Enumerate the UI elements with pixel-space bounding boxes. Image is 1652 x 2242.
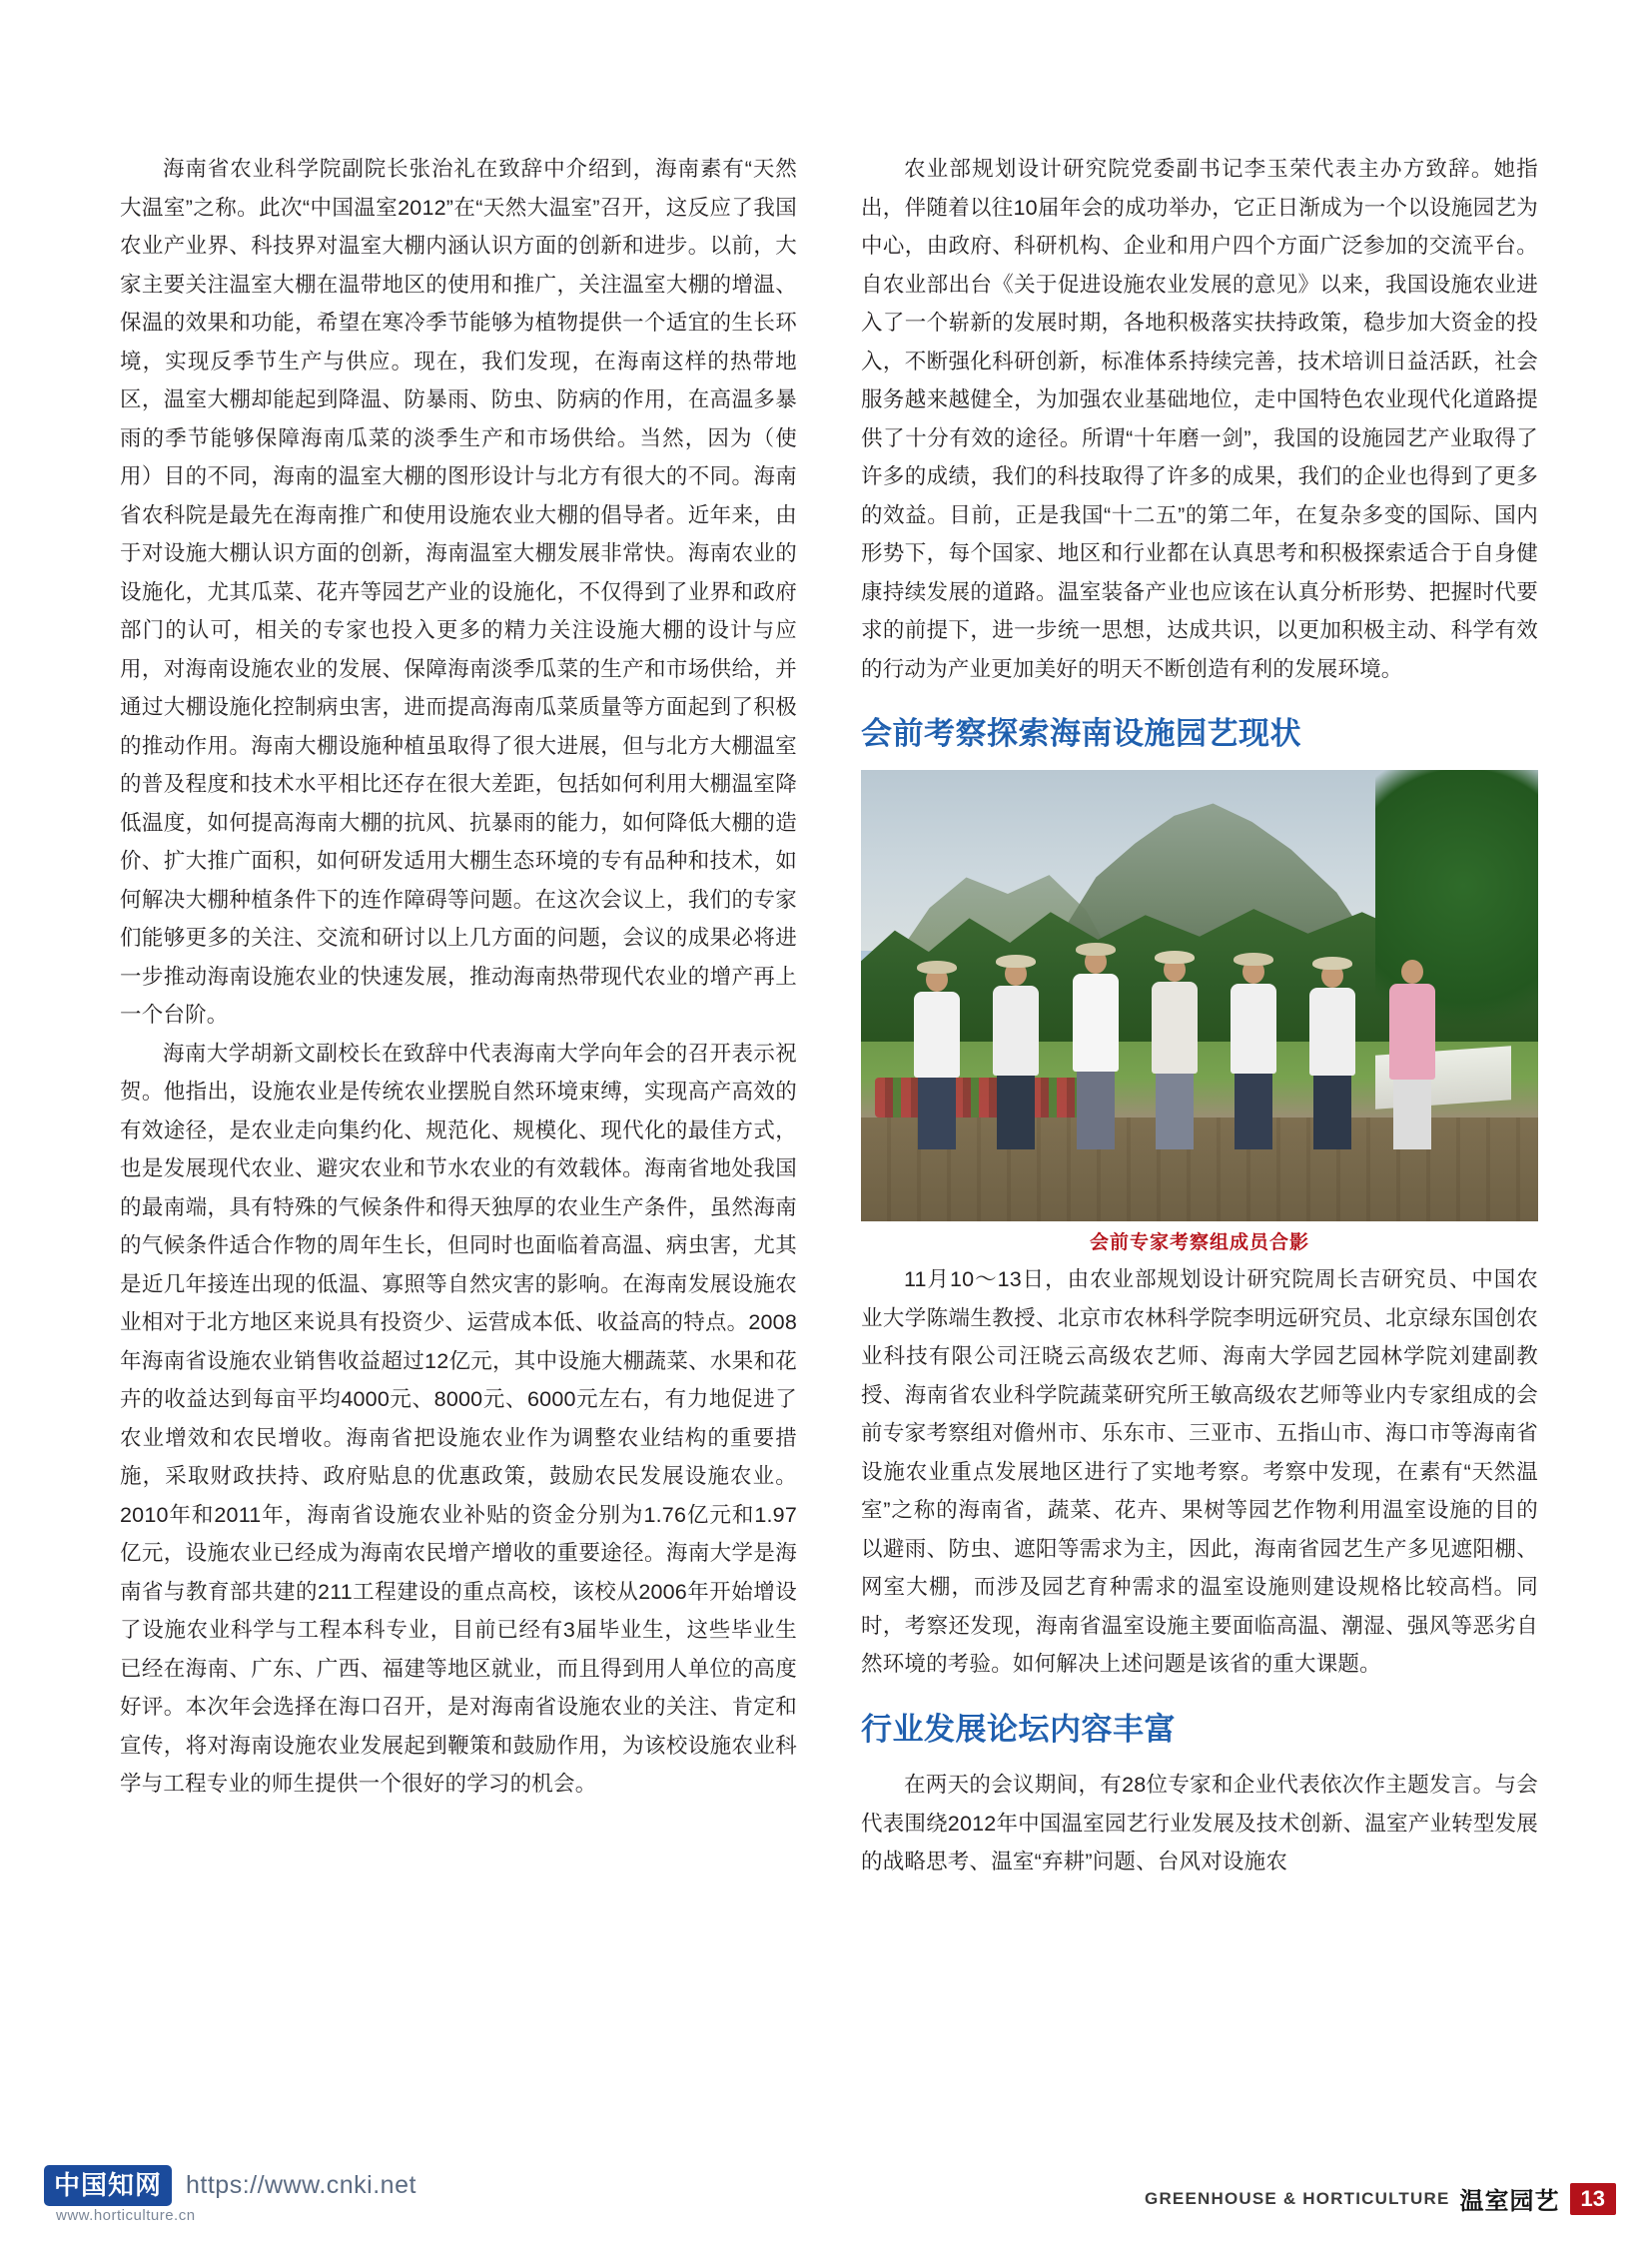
left-column	[120, 150, 797, 1881]
page-number: 13	[1570, 2183, 1616, 2215]
photo-image	[861, 770, 1538, 1221]
paragraph: 11月10～13日，由农业部规划设计研究院周长吉研究员、中国农业大学陈端生教授、北京市农林科学院李明远研究员、北京绿东国创农业科技有限公司汪晓云高级农艺师、海南大学园艺园林学院刘建副教授、海南省农业科学院蔬菜研究所王敏高级农艺师等业内专家组成的会前专家考察组对儋州市、乐东市、三亚市、五指山市、海口市等海南省设施农业重点发展地区进行了实地考察。考察中发现，在素有“天然温室”之称的海南省，蔬菜、花卉、果树等园艺作物利用温室设施的目的以避雨、防虫、遮阳等需求为主，因此，海南省园艺生产多见遮阳棚、网室大棚，而涉及园艺育种需求的温室设施则建设规格比较高档。同时，考察还发现，海南省温室设施主要面临高温、潮湿、强风等恶劣自然环境的考验。如何解决上述问题是该省的重大课题。	[861, 1267, 1538, 1677]
person	[1309, 957, 1355, 1149]
person	[1073, 943, 1119, 1149]
person	[993, 955, 1039, 1149]
journal-name-en: GREENHOUSE & HORTICULTURE	[1145, 2188, 1450, 2208]
person	[1231, 953, 1276, 1149]
journal-name-zh: 温室园艺	[1459, 2188, 1560, 2215]
photo-people-row	[902, 897, 1511, 1149]
cnki-watermark	[44, 2165, 416, 2206]
cnki-logo: 中国知网	[44, 2165, 172, 2206]
figure-group-photo	[861, 770, 1538, 1254]
person	[1152, 951, 1198, 1149]
person	[914, 961, 960, 1149]
paragraph: 海南大学胡新文副校长在致辞中代表海南大学向年会的召开表示祝贺。他指出，设施农业是传统农业摆脱自然环境束缚，实现高产高效的有效途径，是农业走向集约化、规范化、规模化、现代化的最佳方式，也是发展现代农业、避灾农业和节水农业的有效载体。海南省地处我国的最南端，具有特殊的气候条件和得天独厚的农业生产条件，虽然海南的气候条件适合作物的周年生长，但同时也面临着高温、病虫害，尤其是近几年接连出现的低温、寡照等自然灾害的影响。在海南发展设施农业相对于北方地区来说具有投资少、运营成本低、收益高的特点。2008年海南省设施农业销售收益超过12亿元，其中设施大棚蔬菜、水果和花卉的收益达到每亩平均4000元、8000元、6000元左右，有力地促进了农业增效和农民增收。海南省把设施农业作为调整农业结构的重要措施，采取财政扶持、政府贴息的优惠政策，鼓励农民发展设施农业。2010年和2011年，海南省设施农业补贴的资金分别为1.76亿元和1.97亿元，设施农业已经成为海南农民增产增收的重要途径。海南大学是海南省与教育部共建的211工程建设的重点高校，该校从2006年开始增设了设施农业科学与工程本科专业，目前已经有3届毕业生，这些毕业生已经在海南、广东、广西、福建等地区就业，而且得到用人单位的高度好评。本次年会选择在海口召开，是对海南省设施农业的关注、肯定和宣传，将对海南设施农业发展起到鞭策和鼓励作用，为该校设施农业科学与工程专业的师生提供一个很好的学习的机会。	[120, 1041, 797, 1796]
person	[1389, 960, 1435, 1149]
section-heading-pre-inspection: 会前考察探索海南设施园艺现状	[861, 716, 1301, 751]
paragraph: 海南省农业科学院副院长张治礼在致辞中介绍到，海南素有“天然大温室”之称。此次“中国温室2012”在“天然大温室”召开，这反应了我国农业产业界、科技界对温室大棚内涵认识方面的创新和进步。以前，大家主要关注温室大棚在温带地区的使用和推广，关注温室大棚的增温、保温的效果和功能，希望在寒冷季节能够为植物提供一个适宜的生长环境，实现反季节生产与供应。现在，我们发现，在海南这样的热带地区，温室大棚却能起到降温、防暴雨、防虫、防病的作用，在高温多暴雨的季节能够保障海南瓜菜的淡季生产和市场供给。当然，因为（使用）目的不同，海南的温室大棚的图形设计与北方有很大的不同。海南省农科院是最先在海南推广和使用设施农业大棚的倡导者。近年来，由于对设施大棚认识方面的创新，海南温室大棚发展非常快。海南农业的设施化，尤其瓜菜、花卉等园艺产业的设施化，不仅得到了业界和政府部门的认可，相关的专家也投入更多的精力关注设施大棚的设计与应用，对海南设施农业的发展、保障海南淡季瓜菜的生产和市场供给，并通过大棚设施化控制病虫害，进而提高海南瓜菜质量等方面起到了积极的推动作用。海南大棚设施种植虽取得了很大进展，但与北方大棚温室的普及程度和技术水平相比还存在很大差距，包括如何利用大棚温室降低温度，如何提高海南大棚的抗风、抗暴雨的能力，如何降低大棚的造价、扩大推广面积，如何研发适用大棚生态环境的专有品种和技术，如何解决大棚种植条件下的连作障碍等问题。在这次会议上，我们的专家们能够更多的关注、交流和研讨以上几方面的问题，会议的成果必将进一步推动海南设施农业的快速发展，推动海南热带现代农业的增产再上一个台阶。	[120, 157, 797, 1027]
paragraph: 农业部规划设计研究院党委副书记李玉荣代表主办方致辞。她指出，伴随着以往10届年会的成功举办，它正日渐成为一个以设施园艺为中心，由政府、科研机构、企业和用户四个方面广泛参加的交流平台。自农业部出台《关于促进设施农业发展的意见》以来，我国设施农业进入了一个崭新的发展时期，各地积极落实扶持政策，稳步加大资金的投入，不断强化科研创新，标准体系持续完善，技术培训日益活跃，社会服务越来越健全，为加强农业基础地位，走中国特色农业现代化道路提供了十分有效的途径。所谓“十年磨一剑”，我国的设施园艺产业取得了许多的成绩，我们的科技取得了许多的成果，我们的企业也得到了更多的效益。目前，正是我国“十二五”的第二年，在复杂多变的国际、国内形势下，每个国家、地区和行业都在认真思考和积极探索适合于自身健康持续发展的道路。温室装备产业也应该在认真分析形势、把握时代要求的前提下，进一步统一思想，达成共识，以更加积极主动、科学有效的行动为产业更加美好的明天不断创造有利的发展环境。	[861, 157, 1538, 681]
page-footer	[0, 2132, 1652, 2242]
right-column	[861, 150, 1538, 1881]
section-heading-forum: 行业发展论坛内容丰富	[861, 1711, 1176, 1747]
paragraph: 在两天的会议期间，有28位专家和企业代表依次作主题发言。与会代表围绕2012年中国温室园艺行业发展及技术创新、温室产业转型发展的战略思考、温室“弃耕”问题、台风对设施农	[861, 1773, 1538, 1874]
horticulture-site-url: www.horticulture.cn	[56, 2207, 196, 2224]
two-column-layout	[120, 150, 1538, 1881]
footer-journal-mark	[1145, 2181, 1616, 2216]
cnki-url[interactable]: https://www.cnki.net	[186, 2171, 416, 2199]
figure-caption: 会前专家考察组成员合影	[1089, 1232, 1309, 1254]
